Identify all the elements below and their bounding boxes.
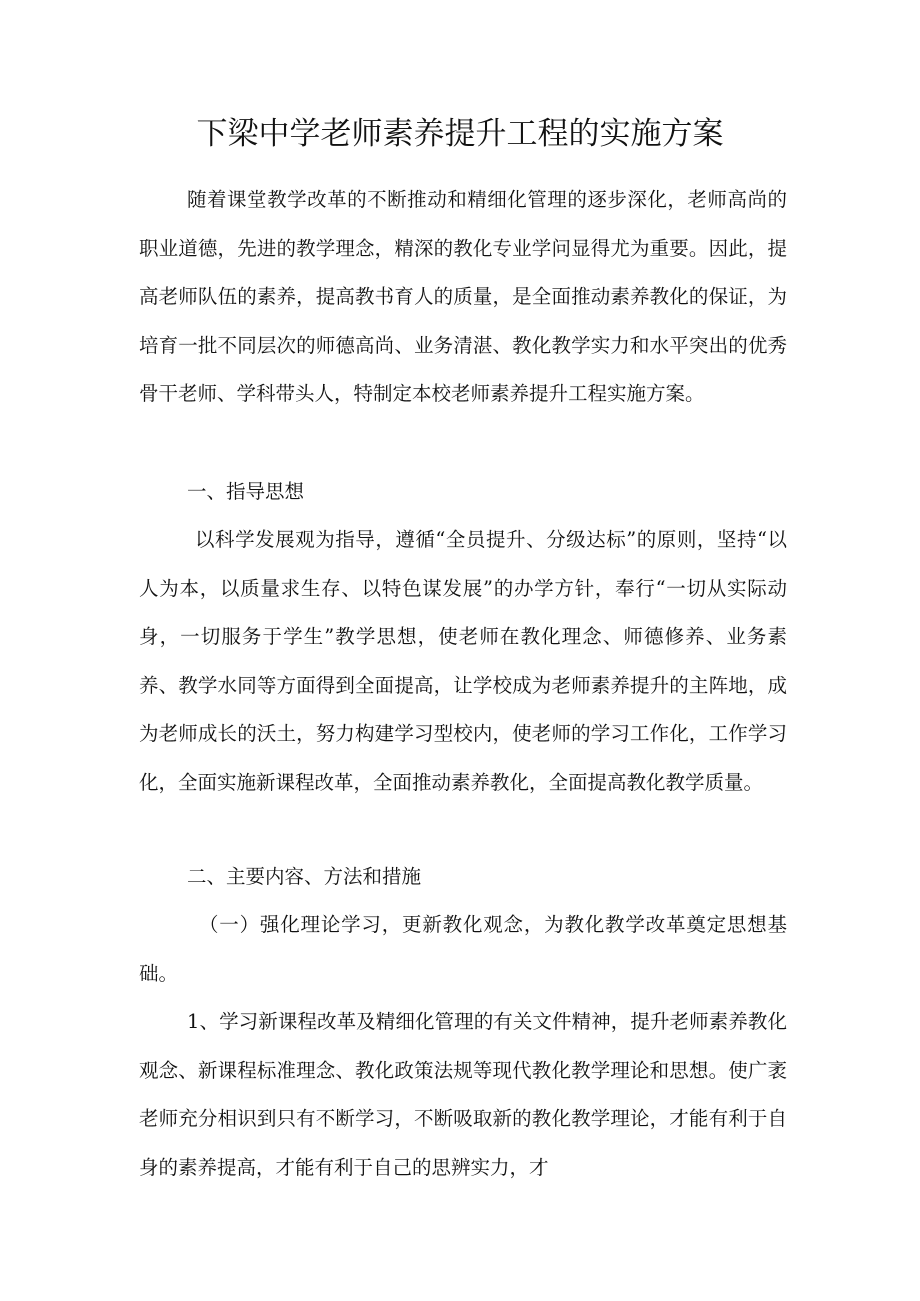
guiding-ideology-paragraph: 以科学发展观为指导，遵循“全员提升、分级达标”的原则，坚持“以人为本，以质量求生存、以特色谋发展”的办学方针，奉行“一切从实际动身，一切服务于学生”教学思想，使老师在教化理念、师德修养、业务素养、教学水同等方面得到全面提高，让学校成为老师素养提升的主阵地，成为老师成长的沃土，努力构建学习型校内，使老师的学习工作化，工作学习化，全面实施新课程改革，全面推动素养教化，全面提高教化教学质量。: [139, 528, 787, 794]
item-1-paragraph: 1、学习新课程改革及精细化管理的有关文件精神，提升老师素养教化观念、新课程标准理念、教化政策法规等现代教化教学理论和思想。使广袤老师充分相识到只有不断学习，不断吸取新的教化教学理论，才能有利于自身的素养提高，才能有利于自己的思辨实力，才: [139, 1010, 787, 1179]
intro-paragraph: 随着课堂教学改革的不断推动和精细化管理的逐步深化，老师高尚的职业道德，先进的教学理念，精深的教化专业学问显得尤为重要。因此，提高老师队伍的素养，提高教书育人的质量，是全面推动素养教化的保证，为培育一批不同层次的师德高尚、业务清湛、教化教学实力和水平突出的优秀骨干老师、学科带头人，特制定本校老师素养提升工程实施方案。: [139, 188, 787, 406]
document-title: 下梁中学老师素养提升工程的实施方案: [196, 116, 724, 152]
subsection-heading-theory-study: （一）强化理论学习，更新教化观念，为教化教学改革奠定思想基础。: [139, 913, 787, 985]
section-heading-guiding-ideology: 一、指导思想: [187, 480, 305, 503]
section-heading-content-methods: 二、主要内容、方法和措施: [187, 865, 422, 888]
